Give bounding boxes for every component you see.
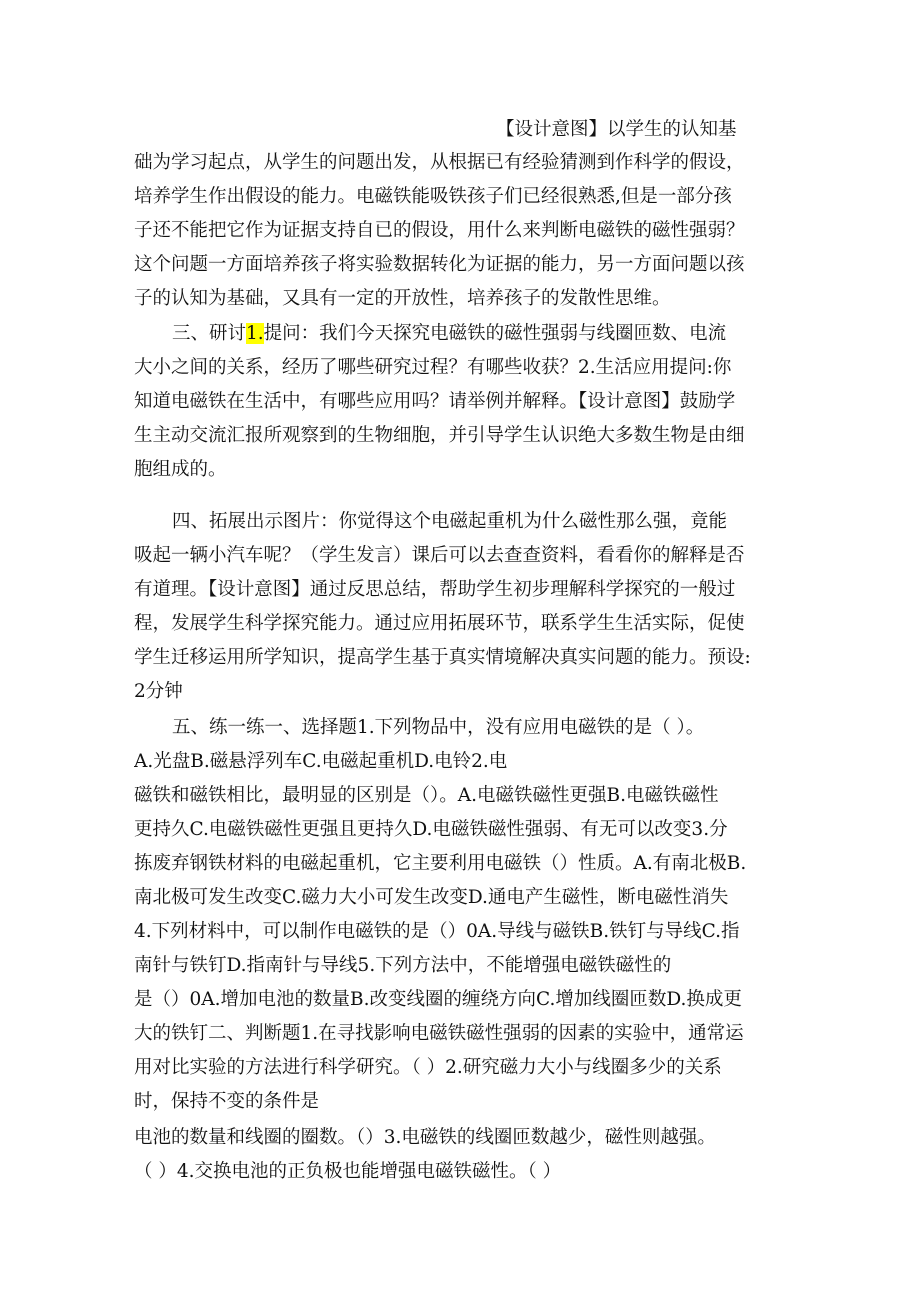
paragraph-line: 这个问题一方面培养孩子将实验数据转化为证据的能力，另一方面问题以孩 [134, 254, 745, 275]
paragraph-line: 子的认知为基础，又具有一定的开放性，培养孩子的发散性思维。 [134, 288, 671, 309]
paragraph-line: 培养学生作出假设的能力。电磁铁能吸铁孩子们已经很熟悉,但是一部分孩 [134, 186, 732, 207]
paragraph-line: 用对比实验的方法进行科学研究。（ ）2.研究磁力大小与线圈多少的关系 [134, 1057, 722, 1078]
paragraph-line: 大小之间的关系，经历了哪些研究过程？有哪些收获？2.生活应用提问:你 [134, 357, 732, 378]
paragraph-line: 大的铁钉二、判断题1.在寻找影响电磁铁磁性强弱的因素的实验中，通常运 [134, 1023, 744, 1044]
section-heading-line: 五、练一练一、选择题1.下列物品中，没有应用电磁铁的是（ ）。 [172, 717, 705, 738]
paragraph-line: 2分钟 [134, 681, 183, 702]
paragraph-line: 学生迁移运用所学知识，提高学生基于真实情境解决真实问题的能力。预设: [134, 647, 751, 668]
paragraph-line: 程，发展学生科学探究能力。通过应用拓展环节，联系学生生活实际，促使 [134, 613, 745, 634]
section-heading-line [172, 317, 792, 351]
paragraph-line: 子还不能把它作为证据支持自已的假设，用什么来判断电磁铁的磁性强弱？ [134, 220, 745, 241]
paragraph-line: 是（）0A.增加电池的数量B.改变线圈的缠绕方向C.增加线圈匝数D.换成更 [134, 989, 742, 1010]
paragraph-line: 磁铁和磁铁相比，最明显的区别是（）。A.电磁铁磁性更强B.电磁铁磁性 [134, 785, 719, 806]
paragraph-line: 南北极可发生改变C.磁力大小可发生改变D.通电产生磁性，断电磁性消失 [134, 887, 729, 908]
paragraph-line: 有道理。【设计意图】通过反思总结，帮助学生初步理解科学探究的一般过 [134, 579, 736, 600]
paragraph-line: 生主动交流汇报所观察到的生物细胞，并引导学生认识绝大多数生物是由细 [134, 425, 745, 446]
paragraph-line: 吸起一辆小汽车呢？（学生发言）课后可以去查查资料，看看你的解释是否 [134, 545, 745, 566]
section-heading-line: 四、拓展出示图片：你觉得这个电磁起重机为什么磁性那么强，竟能 [172, 511, 728, 532]
paragraph-line: 础为学习起点，从学生的问题出发，从根据已有经验猜测到作科学的假设， [134, 152, 745, 173]
paragraph-line: 4.下列材料中，可以制作电磁铁的是（）0A.导线与磁铁B.铁钉与导线C.指 [134, 921, 740, 942]
paragraph-line: 更持久C.电磁铁磁性更强且更持久D.电磁铁磁性强弱、有无可以改变3.分 [134, 819, 728, 840]
paragraph-line: 【设计意图】以学生的认知基 [496, 119, 737, 140]
paragraph-line: （ ）4.交换电池的正负极也能增强电磁铁磁性。（ ） [134, 1161, 562, 1182]
paragraph-line: 南针与铁钉D.指南针与导线5.下列方法中，不能增强电磁铁磁性的 [134, 955, 672, 976]
paragraph-line: 胞组成的。 [134, 459, 227, 480]
paragraph-line: 拣废弃钢铁材料的电磁起重机，它主要利用电磁铁（）性质。A.有南北极B. [134, 853, 747, 874]
paragraph-line: 时，保持不变的条件是 [134, 1091, 320, 1112]
paragraph-line: 电池的数量和线圈的圈数。（）3.电磁铁的线圈匝数越少，磁性则越强。 [134, 1127, 716, 1148]
paragraph-line: 知道电磁铁在生活中，有哪些应用吗？请举例并解释。【设计意图】鼓励学 [134, 391, 736, 412]
paragraph-text: 提问：我们今天探究电磁铁的磁性强弱与线圈匝数、电流 [263, 323, 727, 344]
highlighted-number: 1. [246, 323, 264, 344]
section-heading: 三、研讨 [172, 323, 247, 344]
paragraph-line: A.光盘B.磁悬浮列车C.电磁起重机D.电铃2.电 [134, 751, 508, 772]
